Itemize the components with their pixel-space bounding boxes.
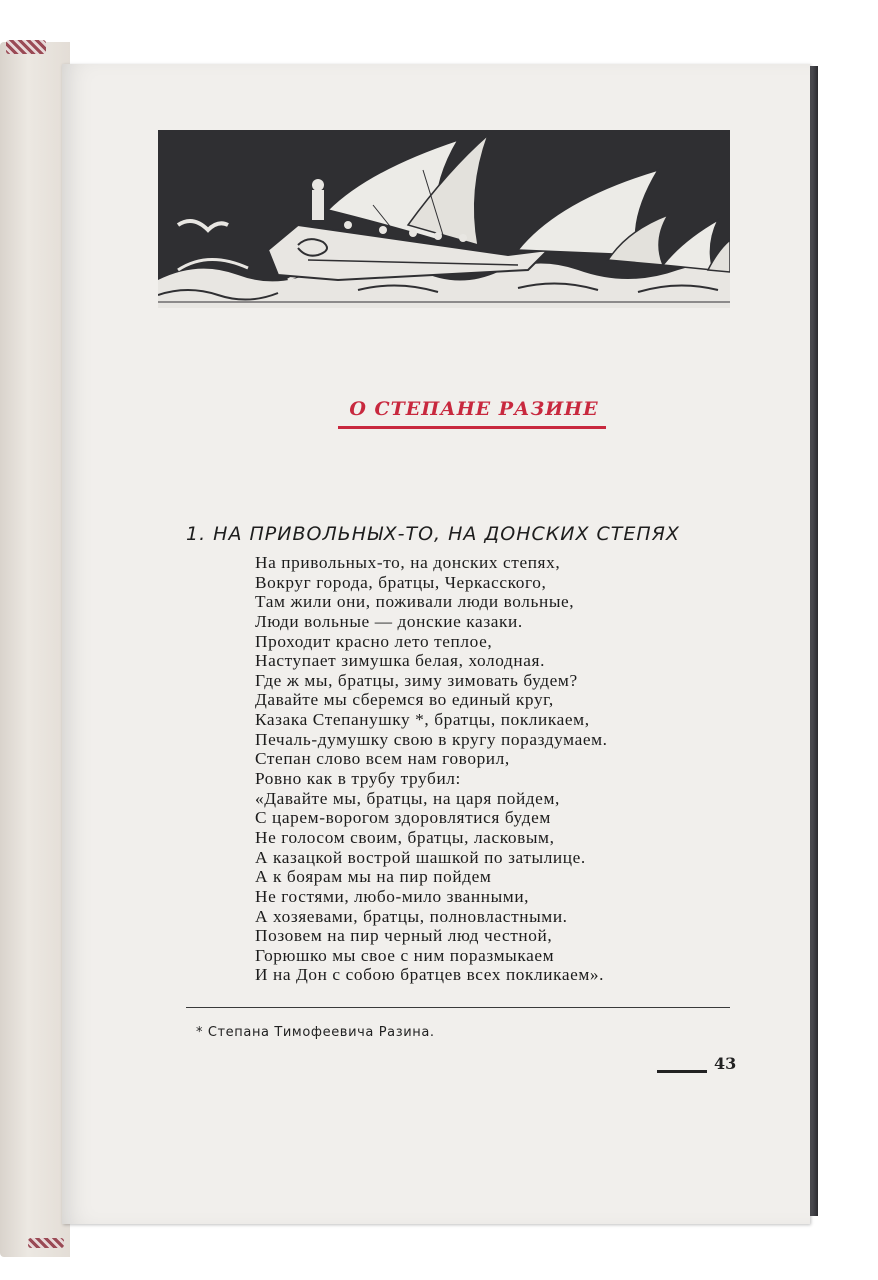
verse-line: Горюшко мы свое с ним поразмыкаем xyxy=(255,945,555,965)
section-title: О СТЕПАНЕ РАЗИНЕ xyxy=(349,398,599,420)
verse-block xyxy=(255,553,725,985)
binding-cloth-top xyxy=(6,40,46,54)
verse-line: Проходит красно лето теплое, xyxy=(255,631,493,651)
verse-line: Вокруг города, братцы, Черкасского, xyxy=(255,572,547,592)
verse-line: На привольных-то, на донских степях, xyxy=(255,553,561,572)
song-title: 1. НА ПРИВОЛЬНЫХ-ТО, НА ДОНСКИХ СТЕПЯХ xyxy=(186,523,680,545)
verse-line: Казака Степанушку *, братцы, покликаем, xyxy=(255,710,590,730)
page-number-rule xyxy=(657,1070,707,1073)
footnote-divider xyxy=(186,1007,730,1008)
verse-line: А к боярам мы на пир пойдем xyxy=(255,867,492,887)
verse-line: Не гостями, любо-мило званными, xyxy=(255,886,530,906)
section-title-underline xyxy=(338,426,606,429)
footnote: * Степана Тимофеевича Разина. xyxy=(196,1025,435,1040)
verse-line: Печаль-думушку свою в кругу пораздумаем. xyxy=(255,729,608,749)
verse-line: Люди вольные — донские казаки. xyxy=(255,611,523,631)
verse-line: «Давайте мы, братцы, на царя пойдем, xyxy=(255,788,560,808)
verse-line: Степан слово всем нам говорил, xyxy=(255,749,510,769)
binding-cloth-bottom xyxy=(28,1238,64,1248)
verse-line: Ровно как в трубу трубил: xyxy=(255,769,461,789)
verse-line: А казацкой вострой шашкой по затылице. xyxy=(255,847,586,867)
verse-line: Давайте мы сберемся во единый круг, xyxy=(255,690,554,710)
verse-line: Там жили они, поживали люди вольные, xyxy=(255,592,575,612)
verse-line: Где ж мы, братцы, зиму зимовать будем? xyxy=(255,670,578,690)
ships-illustration xyxy=(158,130,730,308)
verse-line: Не голосом своим, братцы, ласковым, xyxy=(255,827,555,847)
verse-line: Наступает зимушка белая, холодная. xyxy=(255,651,545,671)
verse-line: А хозяевами, братцы, полновластными. xyxy=(255,906,568,926)
page-number: 43 xyxy=(714,1054,737,1073)
ships-engraving-image xyxy=(158,130,730,308)
book-spine xyxy=(0,42,70,1257)
verse-line: Позовем на пир черный люд честной, xyxy=(255,926,553,946)
verse-line: С царем-ворогом здоровлятися будем xyxy=(255,808,551,828)
verse-line: И на Дон с собою братцев всех покликаем». xyxy=(255,965,605,985)
